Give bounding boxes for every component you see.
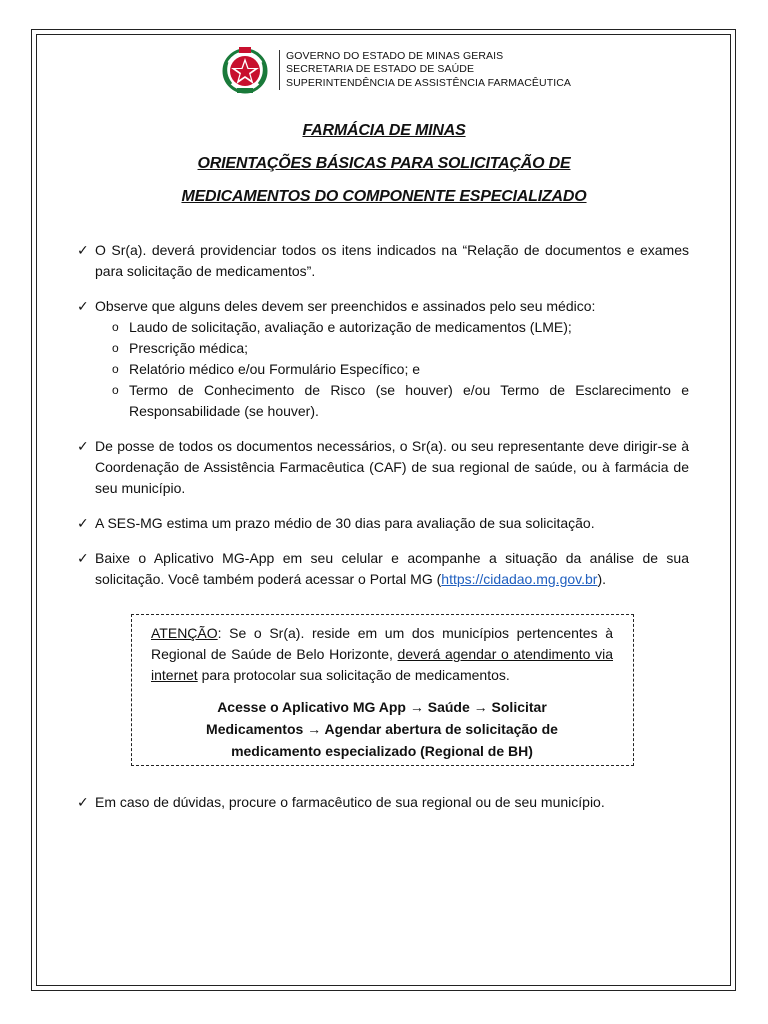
list-item — [77, 513, 689, 534]
checkmark-icon: ✓ — [77, 298, 89, 314]
checkmark-icon: ✓ — [77, 794, 89, 810]
sub-list-item: o Prescrição médica; — [77, 338, 689, 359]
header-line-superintendence: SUPERINTENDÊNCIA DE ASSISTÊNCIA FARMACÊUTICA — [286, 76, 572, 89]
circle-bullet-icon: o — [112, 320, 119, 334]
sub-list-item: o Termo de Conhecimento de Risco (se houver) e/ou Termo de Esclarecimento e Responsabilidade (se houver). — [112, 382, 689, 419]
checkmark-icon: ✓ — [77, 515, 89, 531]
sub-list-item: o Laudo de solicitação, avaliação e autorização de medicamentos (LME); — [77, 317, 689, 338]
document-title — [40, 120, 728, 219]
checkmark-icon: ✓ — [77, 242, 89, 258]
portal-mg-link[interactable]: https://cidadao.mg.gov.br — [441, 571, 598, 587]
instructions-list — [77, 240, 689, 590]
app-navigation-instructions: Acesse o Aplicativo MG App → Saúde → Solicitar Medicamentos → Agendar abertura de solicitação de medicamento especializado (Regional de BH) — [206, 699, 558, 759]
circle-bullet-icon: o — [112, 383, 119, 397]
list-item — [77, 240, 689, 282]
letterhead — [217, 44, 571, 96]
list-item — [77, 296, 689, 317]
item-text: Observe que alguns deles devem ser preenchidos e assinados pelo seu médico: — [95, 298, 596, 314]
item-text: O Sr(a). deverá providenciar todos os itens indicados na “Relação de documentos e exames para solicitação de medicamentos”. — [95, 242, 689, 279]
circle-bullet-icon: o — [112, 362, 119, 376]
list-item-final — [77, 792, 707, 813]
header-line-government: GOVERNO DO ESTADO DE MINAS GERAIS — [286, 49, 504, 62]
attention-box — [131, 614, 634, 766]
checkmark-icon: ✓ — [77, 550, 89, 566]
minas-gerais-coat-of-arms-icon — [217, 44, 273, 96]
list-item — [77, 436, 689, 499]
title-line-1: FARMÁCIA DE MINAS — [302, 122, 466, 139]
attention-label: ATENÇÃO — [151, 625, 218, 641]
right-arrow-icon: → — [409, 699, 424, 715]
header-line-secretariat: SECRETARIA DE ESTADO DE SAÚDE — [286, 63, 475, 76]
item-text: Em caso de dúvidas, procure o farmacêutico de sua regional ou de seu município. — [95, 794, 605, 810]
item-text: Baixe o Aplicativo MG-App em seu celular e acompanhe a situação da análise de sua solicitação. Você também poderá acessar o Portal MG ( — [95, 550, 689, 587]
item-text: A SES-MG estima um prazo médio de 30 dias para avaliação de sua solicitação. — [95, 515, 595, 531]
attention-paragraph: ATENÇÃO: Se o Sr(a). reside em um dos municípios pertencentes à Regional de Saúde de Belo Horizonte, deverá agendar o atendimento via internet para protocolar sua solicitação de medicamentos. — [151, 625, 613, 683]
title-line-3: MEDICAMENTOS DO COMPONENTE ESPECIALIZADO — [181, 188, 587, 205]
right-arrow-icon: → — [473, 699, 488, 715]
letterhead-text — [279, 50, 571, 91]
sub-list-item: o Relatório médico e/ou Formulário Específico; e — [77, 359, 689, 380]
item-text: De posse de todos os documentos necessários, o Sr(a). ou seu representante deve dirigir-se à Coordenação de Assistência Farmacêutica (CAF) de sua regional de saúde, ou à farmácia de seu município. — [95, 438, 689, 496]
title-line-2: ORIENTAÇÕES BÁSICAS PARA SOLICITAÇÃO DE — [197, 155, 571, 172]
required-documents-sublist — [77, 317, 689, 422]
right-arrow-icon: → — [307, 721, 322, 737]
schedule-online-emphasis: deverá agendar o atendimento via internet — [151, 646, 613, 683]
checkmark-icon: ✓ — [77, 438, 89, 454]
list-item: ✓ Baixe o Aplicativo MG-App em seu celular e acompanhe a situação da análise de sua solicitação. Você também poderá acessar o Portal MG (https://cidadao.mg.gov.br). — [77, 550, 689, 587]
circle-bullet-icon: o — [112, 341, 119, 355]
